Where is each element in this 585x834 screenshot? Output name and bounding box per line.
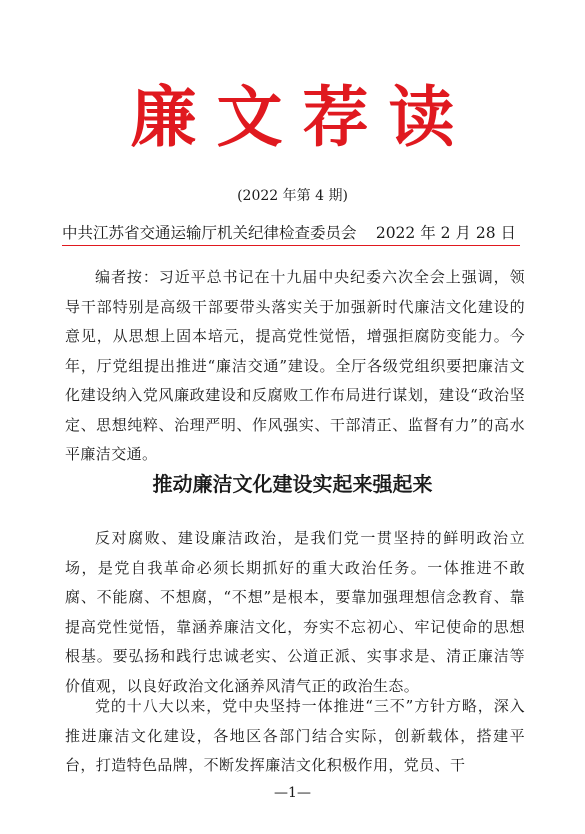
header-line (62, 221, 520, 246)
editor-note: 编者按：习近平总书记在十九届中央纪委六次全会上强调，领导干部特别是高级干部要带头落实关于加强新时代廉洁文化建设的意见，从思想上固本培元，提高党性觉悟，增强拒腐防变能力。今年，厅党组提出推进“廉洁交通”建设。全厅各级党组织要把廉洁文化建设纳入党风廉政建设和反腐败工作布局进行谋划，建设“政治坚定、思想纯粹、治理严明、作风强实、干部清正、监督有力”的高水平廉洁交通。 (65, 268, 525, 463)
masthead-title: 廉文荐读 (130, 78, 475, 156)
issue-label: (2022 年第 4 期) (237, 188, 348, 204)
page-number: —1— (274, 785, 311, 801)
publish-date: 2022 年 2 月 28 日 (375, 224, 516, 242)
organization-name: 中共江苏省交通运输厅机关纪律检查委员会 (62, 224, 357, 242)
article-headline: 推动廉洁文化建设实起来强起来 (152, 472, 433, 496)
article-paragraph-2: 党的十八大以来，党中央坚持一体推进“三不”方针方略，深入推进廉洁文化建设，各地区各部门结合实际，创新载体，搭建平台，打造特色品牌，不断发挥廉洁文化积极作用，党员、干 (65, 697, 525, 774)
article-paragraph-1: 反对腐败、建设廉洁政治，是我们党一贯坚持的鲜明政治立场，是党自我革命必须长期抓好的重大政治任务。一体推进不敢腐、不能腐、不想腐，“不想”是根本，要靠加强理想信念教育、靠提高党性觉悟，靠涵养廉洁文化，夯实不忘初心、牢记使命的思想根基。要弘扬和践行忠诚老实、公道正派、实事求是、清正廉洁等价值观，以良好政治文化涵养风清气正的政治生态。 (65, 529, 525, 695)
